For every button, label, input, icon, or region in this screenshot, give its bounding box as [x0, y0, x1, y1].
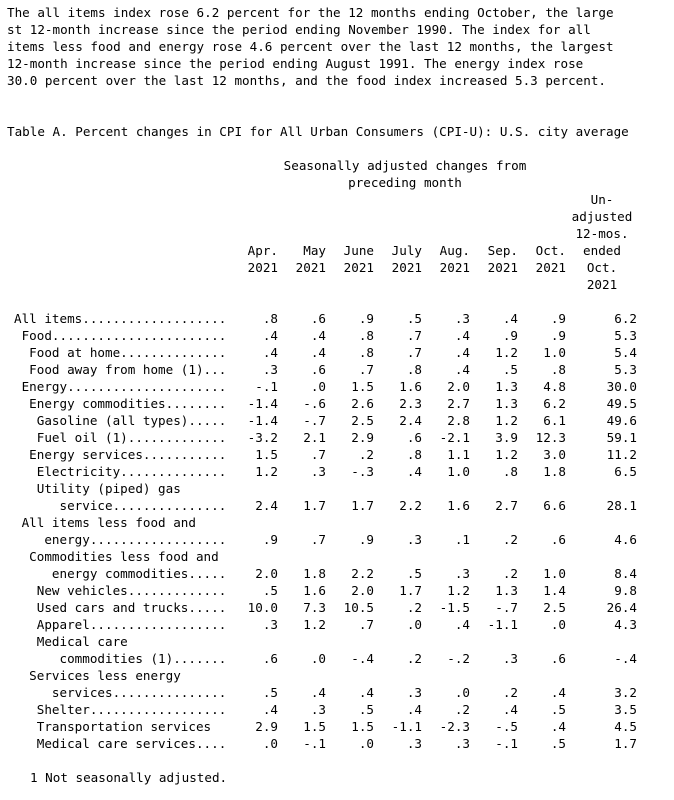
table-cell: .4	[406, 702, 422, 717]
table-cell: 1.2	[303, 617, 326, 632]
table-cell: .6	[406, 430, 422, 445]
table-cell: .4	[550, 685, 566, 700]
row-label: Commodities less food and	[14, 549, 219, 564]
table-cell: 28.1	[606, 498, 637, 513]
table-cell: .7	[358, 362, 374, 377]
row-label: Food at home..............	[14, 345, 227, 360]
table-cell: .3	[454, 736, 470, 751]
table-cell: .7	[310, 447, 326, 462]
table-cell: 2.0	[351, 583, 374, 598]
table-cell: -.7	[495, 600, 518, 615]
month-header-line1: Aug.	[439, 243, 470, 258]
table-cell: .3	[262, 362, 278, 377]
table-cell: 6.6	[543, 498, 566, 513]
table-cell: .3	[406, 736, 422, 751]
row-label: energy commodities.....	[14, 566, 227, 581]
table-cell: .4	[550, 719, 566, 734]
table-cell: .2	[502, 566, 518, 581]
row-label: Food away from home (1)...	[14, 362, 227, 377]
row-label: All items...................	[14, 311, 227, 326]
row-label: commodities (1).......	[14, 651, 227, 666]
table-cell: .1	[454, 532, 470, 547]
table-cell: -2.3	[439, 719, 470, 734]
table-cell: .5	[358, 702, 374, 717]
table-cell: .0	[262, 736, 278, 751]
table-cell: 1.7	[399, 583, 422, 598]
table-cell: 1.2	[495, 447, 518, 462]
table-row	[0, 378, 674, 395]
table-cell: .7	[406, 328, 422, 343]
month-header-line1: May	[303, 243, 326, 258]
table-cell: .4	[262, 328, 278, 343]
unadjusted-header-line: adjusted	[571, 209, 633, 224]
table-cell: 2.0	[447, 379, 470, 394]
table-cell: 2.9	[255, 719, 278, 734]
table-cell: .5	[262, 685, 278, 700]
table-cell: .0	[550, 617, 566, 632]
intro-line: items less food and energy rose 4.6 percent over the last 12 months, the largest	[7, 39, 614, 54]
table-cell: 3.9	[495, 430, 518, 445]
table-row	[0, 429, 674, 446]
table-footnote: 1 Not seasonally adjusted.	[30, 770, 228, 785]
table-row	[0, 667, 674, 684]
table-cell: 2.1	[303, 430, 326, 445]
table-cell: .3	[262, 617, 278, 632]
table-cell: .3	[406, 532, 422, 547]
table-cell: .4	[406, 464, 422, 479]
table-cell: 1.8	[303, 566, 326, 581]
table-cell: .3	[454, 311, 470, 326]
table-cell: 12.3	[535, 430, 566, 445]
table-row	[0, 446, 674, 463]
table-cell: .2	[358, 447, 374, 462]
table-row	[0, 616, 674, 633]
row-label: Shelter..................	[14, 702, 227, 717]
table-cell: 2.5	[351, 413, 374, 428]
table-cell: 2.2	[351, 566, 374, 581]
table-cell: 1.2	[495, 345, 518, 360]
table-cell: 4.5	[614, 719, 637, 734]
table-cell: 1.5	[351, 379, 374, 394]
table-cell: .9	[358, 532, 374, 547]
table-cell: 6.2	[543, 396, 566, 411]
table-cell: .5	[406, 311, 422, 326]
month-header-line1: Oct.	[535, 243, 566, 258]
table-cell: 1.7	[351, 498, 374, 513]
table-row	[0, 361, 674, 378]
table-cell: 2.5	[543, 600, 566, 615]
table-cell: 2.0	[255, 566, 278, 581]
row-label: Fuel oil (1).............	[14, 430, 227, 445]
row-label: Gasoline (all types).....	[14, 413, 227, 428]
row-label: Utility (piped) gas	[14, 481, 181, 496]
table-cell: .0	[358, 736, 374, 751]
table-cell: .5	[550, 736, 566, 751]
table-cell: .3	[406, 685, 422, 700]
table-cell: .0	[406, 617, 422, 632]
table-cell: .7	[406, 345, 422, 360]
table-cell: -.4	[614, 651, 637, 666]
table-cell: .0	[454, 685, 470, 700]
table-cell: 1.8	[543, 464, 566, 479]
intro-line: st 12-month increase since the period ending November 1990. The index for all	[7, 22, 591, 37]
table-cell: .8	[358, 345, 374, 360]
table-cell: .8	[262, 311, 278, 326]
table-cell: 2.9	[351, 430, 374, 445]
table-cell: 1.3	[495, 379, 518, 394]
table-cell: .9	[550, 311, 566, 326]
table-cell: 8.4	[614, 566, 637, 581]
table-cell: 1.2	[255, 464, 278, 479]
intro-line: The all items index rose 6.2 percent for the 12 months ending October, the large	[7, 5, 614, 20]
table-cell: 1.0	[447, 464, 470, 479]
table-cell: 2.4	[255, 498, 278, 513]
table-cell: .4	[310, 345, 326, 360]
table-cell: .4	[262, 702, 278, 717]
table-cell: .6	[310, 362, 326, 377]
row-label: Energy.....................	[14, 379, 227, 394]
row-label: Medical care	[14, 634, 128, 649]
table-cell: 1.0	[543, 566, 566, 581]
table-cell: 5.3	[614, 362, 637, 377]
table-row	[0, 344, 674, 361]
table-row	[0, 735, 674, 752]
intro-line: 30.0 percent over the last 12 months, and the food index increased 5.3 percent.	[7, 73, 606, 88]
table-cell: .6	[310, 311, 326, 326]
table-cell: 3.5	[614, 702, 637, 717]
row-label: energy..................	[14, 532, 227, 547]
table-row	[0, 395, 674, 412]
table-cell: 1.6	[303, 583, 326, 598]
table-cell: .8	[358, 328, 374, 343]
table-cell: .2	[406, 651, 422, 666]
table-cell: .4	[310, 328, 326, 343]
table-cell: 1.5	[351, 719, 374, 734]
table-cell: 9.8	[614, 583, 637, 598]
row-label: Energy services...........	[14, 447, 227, 462]
month-header-line1: Sep.	[487, 243, 518, 258]
month-header-line2: 2021	[487, 260, 518, 275]
table-cell: 1.0	[543, 345, 566, 360]
month-header-line2: 2021	[247, 260, 278, 275]
table-cell: -.4	[351, 651, 374, 666]
row-label: Services less energy	[14, 668, 181, 683]
table-cell: 4.3	[614, 617, 637, 632]
table-cell: -.6	[303, 396, 326, 411]
table-cell: .4	[262, 345, 278, 360]
table-row	[0, 412, 674, 429]
table-cell: .5	[502, 362, 518, 377]
row-label: Used cars and trucks.....	[14, 600, 227, 615]
table-cell: .9	[550, 328, 566, 343]
table-cell: .5	[262, 583, 278, 598]
row-label: Medical care services....	[14, 736, 227, 751]
table-cell: 26.4	[606, 600, 637, 615]
row-label: Energy commodities........	[14, 396, 227, 411]
table-cell: 3.0	[543, 447, 566, 462]
table-cell: 5.4	[614, 345, 637, 360]
table-cell: .3	[454, 566, 470, 581]
table-cell: -1.1	[391, 719, 422, 734]
table-cell: .2	[406, 600, 422, 615]
table-cell: 49.5	[606, 396, 637, 411]
table-row	[0, 718, 674, 735]
table-row	[0, 531, 674, 548]
table-row	[0, 565, 674, 582]
unadjusted-header-line: ended	[583, 243, 621, 258]
table-cell: 4.6	[614, 532, 637, 547]
table-cell: -1.4	[247, 413, 278, 428]
table-cell: .0	[310, 379, 326, 394]
table-cell: 3.2	[614, 685, 637, 700]
intro-paragraph	[7, 4, 614, 89]
table-cell: -3.2	[247, 430, 278, 445]
table-cell: .3	[310, 464, 326, 479]
table-cell: 6.5	[614, 464, 637, 479]
table-cell: .4	[502, 702, 518, 717]
table-cell: 1.7	[303, 498, 326, 513]
table-cell: 2.7	[447, 396, 470, 411]
table-row	[0, 497, 674, 514]
table-cell: 2.8	[447, 413, 470, 428]
table-cell: .6	[550, 651, 566, 666]
table-row	[0, 650, 674, 667]
table-cell: .4	[454, 617, 470, 632]
table-row	[0, 310, 674, 327]
table-cell: 30.0	[606, 379, 637, 394]
table-cell: .5	[550, 702, 566, 717]
table-cell: .4	[502, 311, 518, 326]
group-header-line-2: preceding month	[348, 175, 462, 190]
table-cell: .5	[406, 566, 422, 581]
table-cell: .6	[262, 651, 278, 666]
table-cell: .2	[502, 685, 518, 700]
unadjusted-header-line: Oct.	[586, 260, 618, 275]
table-cell: .4	[454, 328, 470, 343]
month-header-line1: July	[391, 243, 422, 258]
table-cell: 1.2	[447, 583, 470, 598]
table-cell: -.2	[447, 651, 470, 666]
table-cell: .4	[358, 685, 374, 700]
table-cell: -1.1	[487, 617, 518, 632]
table-cell: .2	[454, 702, 470, 717]
table-cell: 1.3	[495, 583, 518, 598]
table-cell: -.1	[255, 379, 278, 394]
row-label: Transportation services	[14, 719, 212, 734]
table-cell: -.5	[495, 719, 518, 734]
table-row	[0, 701, 674, 718]
table-row	[0, 480, 674, 497]
table-cell: 1.3	[495, 396, 518, 411]
table-cell: 1.5	[255, 447, 278, 462]
table-cell: 6.1	[543, 413, 566, 428]
table-cell: 5.3	[614, 328, 637, 343]
table-cell: 2.3	[399, 396, 422, 411]
table-cell: .8	[550, 362, 566, 377]
row-label: Electricity..............	[14, 464, 227, 479]
table-row	[0, 463, 674, 480]
table-cell: .4	[310, 685, 326, 700]
month-header-line2: 2021	[391, 260, 422, 275]
month-header-line1: Apr.	[247, 243, 278, 258]
group-header-line-1: Seasonally adjusted changes from	[283, 158, 527, 173]
month-header-line2: 2021	[439, 260, 470, 275]
table-cell: 2.7	[495, 498, 518, 513]
month-header-line1: June	[343, 243, 374, 258]
table-row	[0, 548, 674, 565]
table-cell: .0	[310, 651, 326, 666]
row-label: service...............	[14, 498, 227, 513]
table-cell: .4	[454, 362, 470, 377]
table-cell: -.1	[303, 736, 326, 751]
table-cell: .8	[502, 464, 518, 479]
month-header-line2: 2021	[343, 260, 374, 275]
table-cell: 2.2	[399, 498, 422, 513]
table-cell: 49.6	[606, 413, 637, 428]
table-row	[0, 327, 674, 344]
table-cell: 1.4	[543, 583, 566, 598]
unadjusted-header-line: Un-	[590, 192, 614, 207]
table-cell: 6.2	[614, 311, 637, 326]
table-cell: 1.6	[447, 498, 470, 513]
table-cell: -1.5	[439, 600, 470, 615]
month-header-line2: 2021	[535, 260, 566, 275]
table-cell: .3	[502, 651, 518, 666]
table-row	[0, 514, 674, 531]
table-cell: 1.2	[495, 413, 518, 428]
table-cell: .9	[262, 532, 278, 547]
row-label: services...............	[14, 685, 227, 700]
unadjusted-header-line: 2021	[586, 277, 618, 292]
unadjusted-header-line: 12-mos.	[575, 226, 629, 241]
table-row	[0, 582, 674, 599]
month-header-line2: 2021	[295, 260, 326, 275]
table-cell: 2.4	[399, 413, 422, 428]
table-cell: .8	[406, 362, 422, 377]
table-cell: .4	[454, 345, 470, 360]
table-cell: 1.1	[447, 447, 470, 462]
table-cell: .8	[406, 447, 422, 462]
table-cell: 59.1	[606, 430, 637, 445]
table-cell: -.1	[495, 736, 518, 751]
table-cell: .2	[502, 532, 518, 547]
row-label: New vehicles.............	[14, 583, 227, 598]
table-row	[0, 684, 674, 701]
table-cell: -.3	[351, 464, 374, 479]
row-label: All items less food and	[14, 515, 196, 530]
row-label: Food.......................	[14, 328, 227, 343]
table-cell: 1.6	[399, 379, 422, 394]
table-cell: 10.5	[343, 600, 374, 615]
row-label: Apparel..................	[14, 617, 227, 632]
table-cell: 1.7	[614, 736, 637, 751]
table-cell: 7.3	[303, 600, 326, 615]
table-cell: .7	[358, 617, 374, 632]
table-cell: 2.6	[351, 396, 374, 411]
table-cell: .6	[550, 532, 566, 547]
table-caption: Table A. Percent changes in CPI for All Urban Consumers (CPI-U): U.S. city average	[7, 124, 629, 139]
table-cell: 4.8	[543, 379, 566, 394]
table-cell: -1.4	[247, 396, 278, 411]
table-row	[0, 633, 674, 650]
table-cell: 1.5	[303, 719, 326, 734]
table-cell: .7	[310, 532, 326, 547]
table-cell: 10.0	[247, 600, 278, 615]
table-cell: .3	[310, 702, 326, 717]
intro-line: 12-month increase since the period ending August 1991. The energy index rose	[7, 56, 584, 71]
table-cell: .9	[502, 328, 518, 343]
table-cell: 11.2	[606, 447, 637, 462]
table-cell: -.7	[303, 413, 326, 428]
table-cell: -2.1	[439, 430, 470, 445]
table-row	[0, 599, 674, 616]
table-cell: .9	[358, 311, 374, 326]
